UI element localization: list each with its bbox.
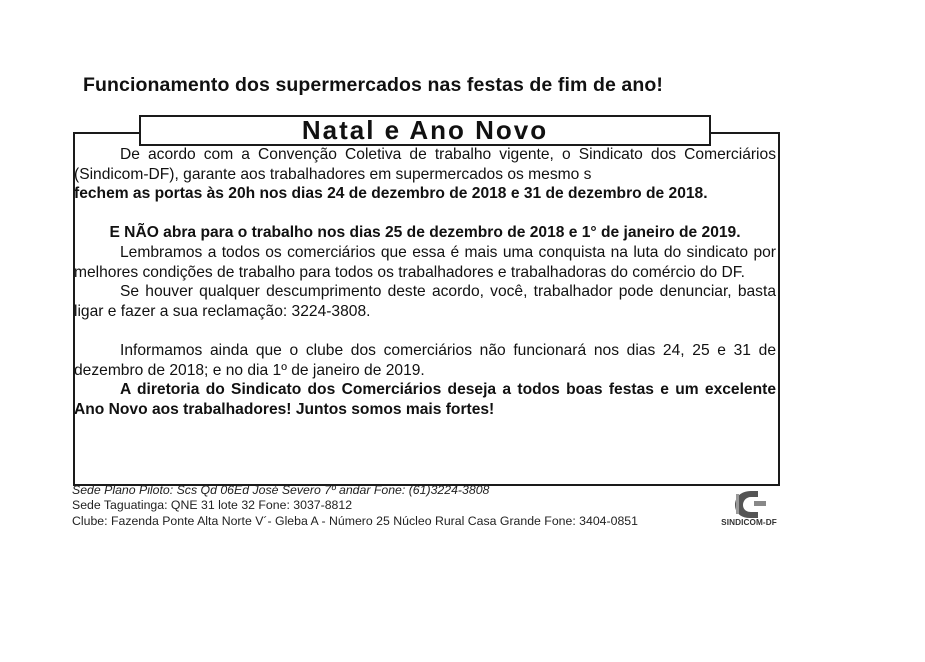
logo-label: SINDICOM-DF (721, 518, 777, 527)
footer-addresses (72, 483, 692, 529)
page-headline: Funcionamento dos supermercados nas festas de fim de ano! (83, 74, 663, 96)
footer-address-taguatinga: Sede Taguatinga: QNE 31 lote 32 Fone: 3037-8812 (72, 498, 353, 513)
notice-content (74, 145, 776, 419)
paragraph-agreement: De acordo com a Convenção Coletiva de trabalho vigente, o Sindicato dos Comerciários (Sindicom-DF), garante aos trabalhadores em supermercados os mesmo s (74, 146, 776, 183)
notice-title: Natal e Ano Novo (139, 115, 711, 146)
paragraph-closed-days: E NÃO abra para o trabalho nos dias 25 de dezembro de 2018 e 1° de janeiro de 2019. (109, 224, 741, 242)
paragraph-complaint: Se houver qualquer descumprimento deste acordo, você, trabalhador pode denunciar, basta ligar e fazer a sua reclamação: 3224-3808. (74, 283, 776, 320)
spacer (74, 204, 776, 224)
paragraph-reminder: Lembramos a todos os comerciários que essa é mais uma conquista na luta do sindicato por melhores condições de trabalho para todos os trabalhadores e trabalhadoras do comércio do DF. (74, 243, 776, 281)
footer-address-plano-piloto: Sede Plano Piloto: Scs Qd 06Ed José Severo 7º andar Fone: (61)3224-3808 (72, 483, 490, 497)
paragraph-closing-hours: fechem as portas às 20h nos dias 24 de dezembro de 2018 e 31 de dezembro de 2018. (74, 185, 708, 203)
paragraph-club-notice: Informamos ainda que o clube dos comerciários não funcionará nos dias 24, 25 e 31 de dezembro de 2018; e no dia 1º de janeiro de 2019. (74, 341, 776, 379)
spacer (74, 321, 776, 341)
paragraph-greetings: A diretoria do Sindicato dos Comerciários deseja a todos boas festas e um excelente Ano Novo aos trabalhadores! Juntos somos mais fortes! (74, 381, 776, 418)
footer-address-club: Clube: Fazenda Ponte Alta Norte V´- Gleba A - Número 25 Núcleo Rural Casa Grande Fone: 3404-0851 (72, 513, 638, 528)
